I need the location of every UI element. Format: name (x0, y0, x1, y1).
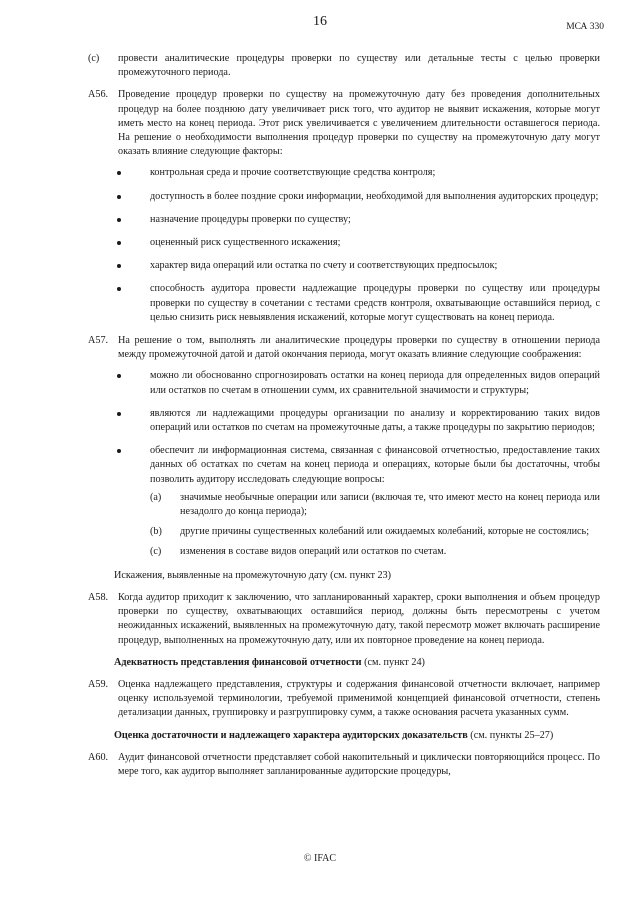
paragraph-number: A58. (88, 591, 109, 603)
paragraph-text: Проведение процедур проверки по существу на промежуточную дату без проведения дополнительных процедур на более позднюю дату увеличивает риск того, что аудитор не выявит искажения, которые могут иметь место на конец периода. Этот риск увеличивается с увеличением длительности оставшегося периода. На решение о необходимости выполнения процедур проверки по существу на промежуточную дату могут оказать влияние следующие факторы: (118, 89, 600, 158)
bullet-icon (117, 218, 121, 222)
list-item (86, 282, 600, 325)
heading-bold-text: Оценка достаточности и надлежащего характера аудиторских доказательств (114, 729, 468, 741)
list-item (86, 444, 600, 559)
page-number: 16 (313, 14, 327, 29)
bullet-icon (117, 241, 121, 245)
paragraph-a57 (88, 334, 600, 560)
bullet-icon (117, 195, 121, 199)
list-item-text: характер вида операций или остатка по счету и соответствующих предпосылок; (150, 260, 498, 272)
list-item (86, 407, 600, 435)
page-content (88, 52, 600, 787)
list-item-top-c (56, 52, 600, 80)
bullet-list (86, 369, 600, 559)
section-heading-misstatements (114, 569, 600, 583)
sub-list (150, 491, 600, 560)
section-heading-presentation (114, 656, 600, 670)
paragraph-text: Когда аудитор приходит к заключению, что запланированный характер, сроки выполнения и объем процедур проверки по существу, охватывающих оставшийся период, должны быть пересмотрены с учетом неожиданных искажений, выявленных на промежуточную дату, такой пересмотр может включать расширение процедур, выполненных на промежуточную дату, или их повторное проведение на конец периода. (118, 591, 600, 646)
sub-list-item (150, 545, 600, 559)
list-item-text: провести аналитические процедуры проверки по существу или детальные тесты с целью проверки промежуточного периода. (118, 53, 600, 79)
bullet-icon (117, 374, 121, 378)
heading-reference: (см. пункты 25–27) (467, 729, 554, 741)
paragraph-text: Аудит финансовой отчетности представляет собой накопительный и циклически повторяющийся процесс. По мере того, как аудитор выполняет запланированные аудиторские процедуры, (118, 751, 600, 777)
paragraph-a58 (88, 591, 600, 648)
paragraph-number: A56. (88, 89, 109, 101)
list-item (86, 369, 600, 397)
paragraph-text: На решение о том, выполнять ли аналитические процедуры проверки по существу в отношении периода между промежуточной датой и датой окончания периода, могут оказать влияние следующие соображения: (118, 335, 600, 361)
list-item (86, 166, 600, 180)
list-item-text: способность аудитора провести надлежащие процедуры проверки по существу или процедуры проверки по существу в сочетании с тестами средств контроля, охватывающие оставшийся период, с целью снизить риск невыявления искажений, которые могут существовать на конец периода. (150, 283, 600, 323)
heading-reference: (см. пункт 24) (361, 656, 425, 668)
list-item-text: являются ли надлежащими процедуры организации по анализу и корректированию таких видов операций или остатков по счетам на промежуточные даты, а также процедуры по закрытию периодов; (150, 407, 600, 434)
sub-list-text: другие причины существенных колебаний или ожидаемых колебаний, которые не состоялись; (180, 526, 590, 538)
heading-text: Искажения, выявленные на промежуточную дату (см. пункт 23) (114, 569, 392, 581)
list-item-text: обеспечит ли информационная система, связанная с финансовой отчетностью, предоставление таких данных об остатках по счетам на конец периода и операциях, которые были бы достаточны, чтобы позволить аудитору исследовать следующие вопросы: (150, 445, 600, 485)
footer-copyright: © IFAC (303, 853, 337, 864)
bullet-list (86, 166, 600, 325)
sub-list-item (150, 525, 600, 539)
list-item-text: можно ли обоснованно спрогнозировать остатки на конец периода для определенных видов операций или остатков по счетам в отношении сумм, их сравнительной значимости и структуры; (150, 370, 600, 396)
list-item (86, 236, 600, 250)
sub-list-text: изменения в составе видов операций или остатков по счетам. (180, 546, 447, 558)
list-item-text: оцененный риск существенного искажения; (150, 237, 341, 249)
bullet-icon (117, 171, 121, 175)
heading-bold-text: Адекватность представления финансовой отчетности (114, 656, 362, 668)
list-marker: (c) (88, 53, 100, 64)
paragraph-text: Оценка надлежащего представления, структуры и содержания финансовой отчетности включает, например оценку используемой терминологии, требуемой применимой концепцией финансовой отчетности, степень детализации данных, группировку и разгруппировку сумм, а также основания расчета указанных сумм. (118, 678, 600, 719)
paragraph-a60 (88, 751, 600, 779)
paragraph-number: A60. (88, 751, 109, 763)
bullet-icon (117, 287, 121, 291)
sub-list-marker: (a) (150, 491, 162, 503)
sub-list-marker: (c) (150, 546, 162, 558)
document-code: МСА 330 (566, 22, 604, 32)
paragraph-number: A57. (88, 335, 109, 347)
list-item-text: назначение процедуры проверки по существу; (150, 213, 351, 225)
paragraph-a59 (88, 678, 600, 721)
list-item-text: контрольная среда и прочие соответствующие средства контроля; (150, 167, 436, 179)
sub-list-item (150, 491, 600, 519)
paragraph-a56 (88, 88, 600, 325)
sub-list-marker: (b) (150, 526, 162, 538)
bullet-icon (117, 449, 121, 453)
bullet-icon (117, 412, 121, 416)
list-item (86, 213, 600, 227)
section-heading-sufficiency (114, 729, 614, 743)
sub-list-text: значимые необычные операции или записи (включая те, что имеют место на конец периода или незадолго до конца периода); (180, 491, 600, 518)
list-item (86, 190, 600, 204)
paragraph-number: A59. (88, 678, 109, 690)
list-item (86, 259, 600, 273)
list-item-text: доступность в более поздние сроки информации, необходимой для выполнения аудиторских процедур; (150, 190, 599, 202)
bullet-icon (117, 264, 121, 268)
